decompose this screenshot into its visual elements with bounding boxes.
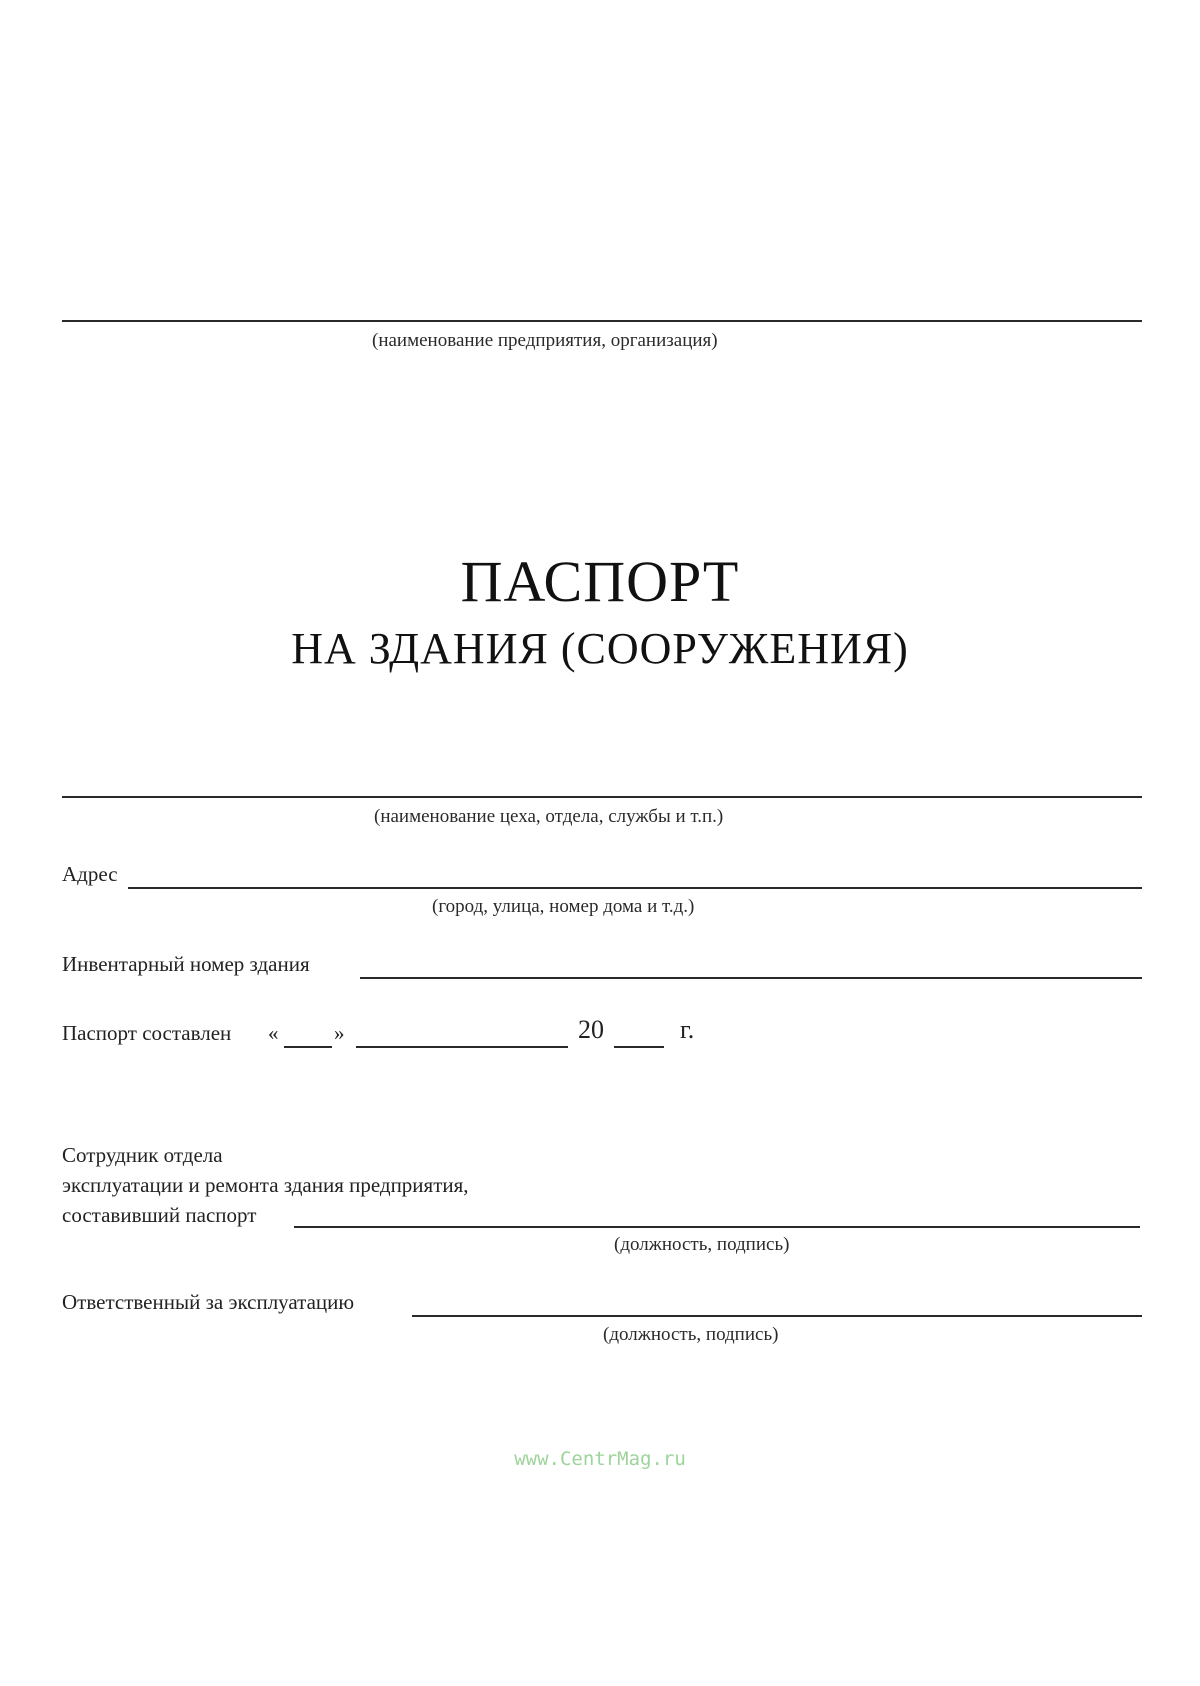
- address-label: Адрес: [62, 862, 118, 886]
- employee-label-block: [62, 1140, 469, 1230]
- employee-label-line2: эксплуатации и ремонта здания предприятия,: [62, 1173, 469, 1197]
- compiled-year-suffix: г.: [680, 1015, 695, 1044]
- compiled-day-line[interactable]: [284, 1046, 332, 1048]
- employee-signature-caption: (должность, подпись): [614, 1234, 790, 1255]
- compiled-quote-close: »: [334, 1021, 345, 1045]
- responsible-signature-caption: (должность, подпись): [603, 1324, 779, 1345]
- document-title: ПАСПОРТ: [460, 549, 740, 614]
- address-caption: (город, улица, номер дома и т.д.): [432, 896, 695, 917]
- compiled-year-line[interactable]: [614, 1046, 664, 1048]
- compiled-quote-open: «: [268, 1021, 279, 1045]
- employee-label-line3: составивший паспорт: [62, 1203, 257, 1227]
- watermark-text: www.CentrMag.ru: [514, 1448, 686, 1470]
- compiled-month-line[interactable]: [356, 1046, 568, 1048]
- department-caption: (наименование цеха, отдела, службы и т.п.): [374, 806, 724, 827]
- inventory-number-line[interactable]: [360, 977, 1142, 979]
- compiled-year-prefix: 20: [578, 1015, 604, 1044]
- employee-label-line1: Сотрудник отдела: [62, 1143, 223, 1167]
- employee-signature-line[interactable]: [294, 1226, 1140, 1228]
- department-name-line[interactable]: [62, 796, 1142, 798]
- document-subtitle: НА ЗДАНИЯ (СООРУЖЕНИЯ): [291, 624, 909, 673]
- inventory-number-label: Инвентарный номер здания: [62, 952, 310, 976]
- compiled-label: Паспорт составлен: [62, 1021, 232, 1045]
- responsible-label: Ответственный за эксплуатацию: [62, 1290, 355, 1314]
- organization-name-line[interactable]: [62, 320, 1142, 322]
- responsible-signature-line[interactable]: [412, 1315, 1142, 1317]
- organization-caption: (наименование предприятия, организация): [372, 330, 718, 351]
- address-line[interactable]: [128, 887, 1142, 889]
